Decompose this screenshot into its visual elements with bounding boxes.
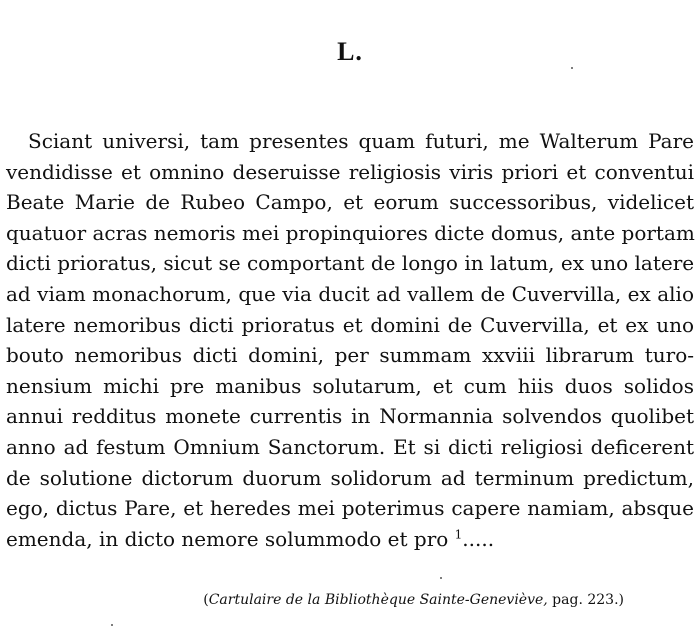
citation-close-paren: ) <box>618 592 624 608</box>
citation-title: Cartulaire de la Bibliothèque Sainte-Geneviève, <box>208 592 548 608</box>
text-line: Beate Marie de Rubeo Campo, et eorum successoribus, videlicet <box>6 190 694 215</box>
print-speck <box>111 624 113 626</box>
text-line: nensium michi pre manibus solutarum, et cum hiis duos solidos <box>6 373 694 398</box>
text-line: quatuor acras nemoris mei propinquiores dicte domus, ante portam <box>6 220 695 245</box>
ellipsis: ..... <box>462 526 495 551</box>
text-line: de solutione dictorum duorum solidorum ad terminum predictum, <box>6 465 694 490</box>
citation-open-paren: ( <box>203 592 209 608</box>
text-line: anno ad festum Omnium Sanctorum. Et si dicti religiosi deficerent <box>6 434 694 459</box>
citation-page: pag. 223. <box>547 592 619 608</box>
text-line: ad viam monachorum, que via ducit ad vallem de Cuvervilla, ex alio <box>6 281 694 306</box>
text-line: bouto nemoribus dicti domini, per summam xxviii librarum turo- <box>6 343 694 368</box>
last-line-text: emenda, in dicto nemore solummodo et pro <box>6 526 449 551</box>
text-line: dicti prioratus, sicut se comportant de longo in latum, ex uno latere <box>6 251 695 276</box>
print-speck <box>440 577 442 579</box>
text-line: Sciant universi, tam presentes quam futuri, me Walterum Pare <box>28 129 694 153</box>
charter-number-heading: L. <box>337 37 363 66</box>
text-line: latere nemoribus dicti prioratus et domini de Cuvervilla, et ex uno <box>6 312 694 337</box>
text-line: ego, dictus Pare, et heredes mei poterimus capere namiam, absque <box>6 496 694 521</box>
charter-text <box>6 126 694 554</box>
source-citation <box>203 591 624 609</box>
text-line-last <box>6 524 694 555</box>
footnote-marker: 1 <box>454 527 463 542</box>
print-speck <box>571 67 573 69</box>
text-line: annui redditus monete currentis in Normannia solvendos quolibet <box>6 404 694 429</box>
text-line: vendidisse et omnino deseruisse religiosis viris priori et conventui <box>6 159 694 184</box>
